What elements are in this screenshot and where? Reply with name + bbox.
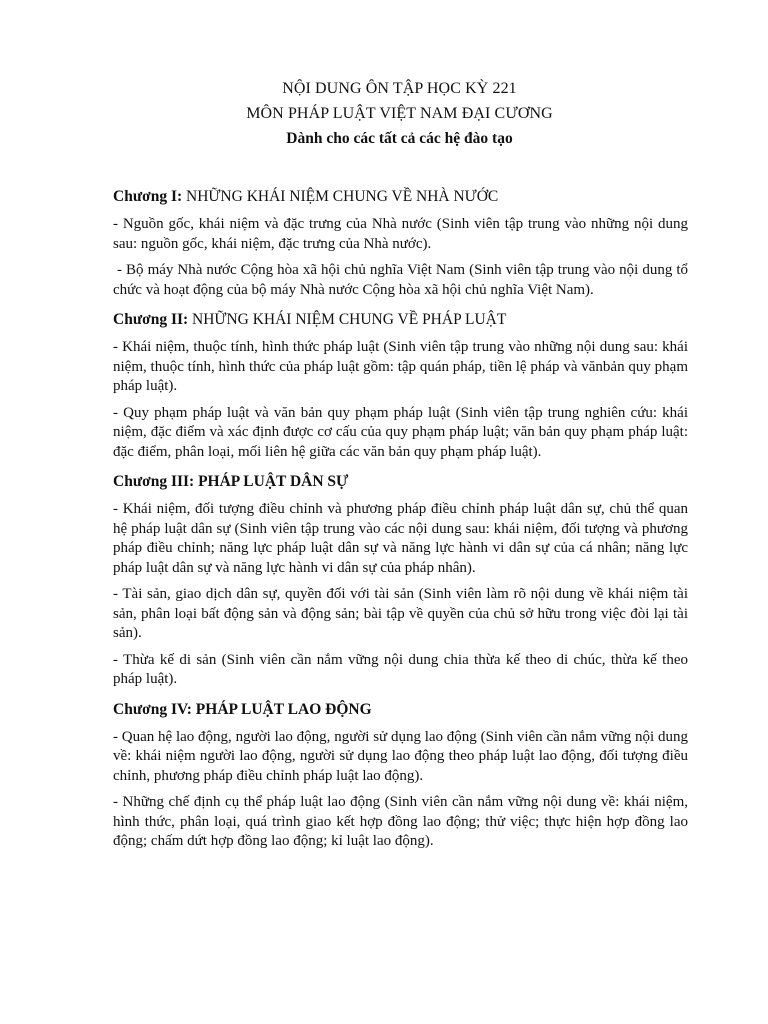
document-title-line-2: MÔN PHÁP LUẬT VIỆT NAM ĐẠI CƯƠNG — [246, 105, 553, 122]
chapter-3-item-1: - Khái niệm, đối tượng điều chỉnh và phương pháp điều chỉnh pháp luật dân sự, chủ thể quan hệ pháp luật dân sự (Sinh viên tập trung vào các nội dung sau: khái niệm, đối tượng và phương pháp điều chỉnh; năng lực pháp luật dân sự và năng lực hành vi dân sự của cá nhân; năng lực pháp luật dân sự và năng lực hành vi dân sự của pháp nhân). — [113, 501, 688, 576]
chapter-2-title: NHỮNG KHÁI NIỆM CHUNG VỀ PHÁP LUẬT — [192, 311, 507, 328]
chapter-2-label: Chương II: — [113, 311, 189, 328]
chapter-2-item-2: - Quy phạm pháp luật và văn bản quy phạm pháp luật (Sinh viên tập trung nghiên cứu: khái niệm, đặc điểm và xác định được cơ cấu của quy phạm pháp luật; văn bản quy phạm pháp luật: đặc điểm, phân loại, mối liên hệ giữa các văn bản quy phạm pháp luật). — [113, 404, 688, 460]
chapter-3-heading — [113, 471, 688, 493]
chapter-4-item-2: - Những chế định cụ thể pháp luật lao động (Sinh viên cần nắm vững nội dung về: khái niệm, hình thức, phân loại, quá trình giao kết hợp đồng lao động; thử việc; thực hiện hợp đồng lao động; chấm dứt hợp đồng lao động; kỉ luật lao động). — [113, 794, 688, 849]
chapter-4-heading — [113, 699, 688, 721]
chapter-2-heading — [113, 309, 688, 331]
chapter-1-title: NHỮNG KHÁI NIỆM CHUNG VỀ NHÀ NƯỚC — [186, 188, 499, 205]
chapter-3-item-2: - Tài sản, giao dịch dân sự, quyền đối với tài sản (Sinh viên làm rõ nội dung về khái niệm tài sản, phân loại bất động sản và động sản; bài tập về quyền của chủ sở hữu trong việc đòi lại tài sản). — [113, 586, 688, 641]
chapter-3-item-3: - Thừa kế di sản (Sinh viên cần nắm vững nội dung chia thừa kế theo di chúc, thừa kế theo pháp luật). — [113, 651, 688, 687]
chapter-4-item-1: - Quan hệ lao động, người lao động, người sử dụng lao động (Sinh viên cần nắm vững nội dung về: khái niệm người lao động, người sử dụng lao động theo pháp luật lao động, đối tượng điều chỉnh, phương pháp điều chỉnh pháp luật lao động). — [113, 728, 688, 784]
chapter-3-title: PHÁP LUẬT DÂN SỰ — [198, 473, 349, 490]
document-subtitle: Dành cho các tất cả các hệ đào tạo — [286, 130, 513, 147]
chapter-1-label: Chương I: — [113, 188, 183, 205]
chapter-4-title: PHÁP LUẬT LAO ĐỘNG — [195, 700, 372, 718]
chapter-3-label: Chương III: — [113, 473, 195, 490]
chapter-1-item-1: - Nguồn gốc, khái niệm và đặc trưng của Nhà nước (Sinh viên tập trung vào những nội dung sau: nguồn gốc, khái niệm, đặc trưng của Nhà nước). — [113, 216, 688, 252]
document-title-line-1: NỘI DUNG ÔN TẬP HỌC KỲ 221 — [282, 80, 517, 97]
chapter-2-item-1: - Khái niệm, thuộc tính, hình thức pháp luật (Sinh viên tập trung vào những nội dung sau: khái niệm, thuộc tính, hình thức của pháp luật gồm: tập quán pháp, tiền lệ pháp và vănbản quy phạm pháp luật). — [113, 339, 688, 394]
title-block — [111, 76, 688, 152]
chapter-1-heading — [113, 186, 688, 208]
chapter-1-item-2: - Bộ máy Nhà nước Cộng hòa xã hội chủ nghĩa Việt Nam (Sinh viên tập trung vào nội dung tổ chức và hoạt động của bộ máy Nhà nước Cộng hòa xã hội chủ nghĩa Việt Nam). — [113, 262, 692, 298]
chapter-4-label: Chương IV: — [113, 700, 192, 718]
